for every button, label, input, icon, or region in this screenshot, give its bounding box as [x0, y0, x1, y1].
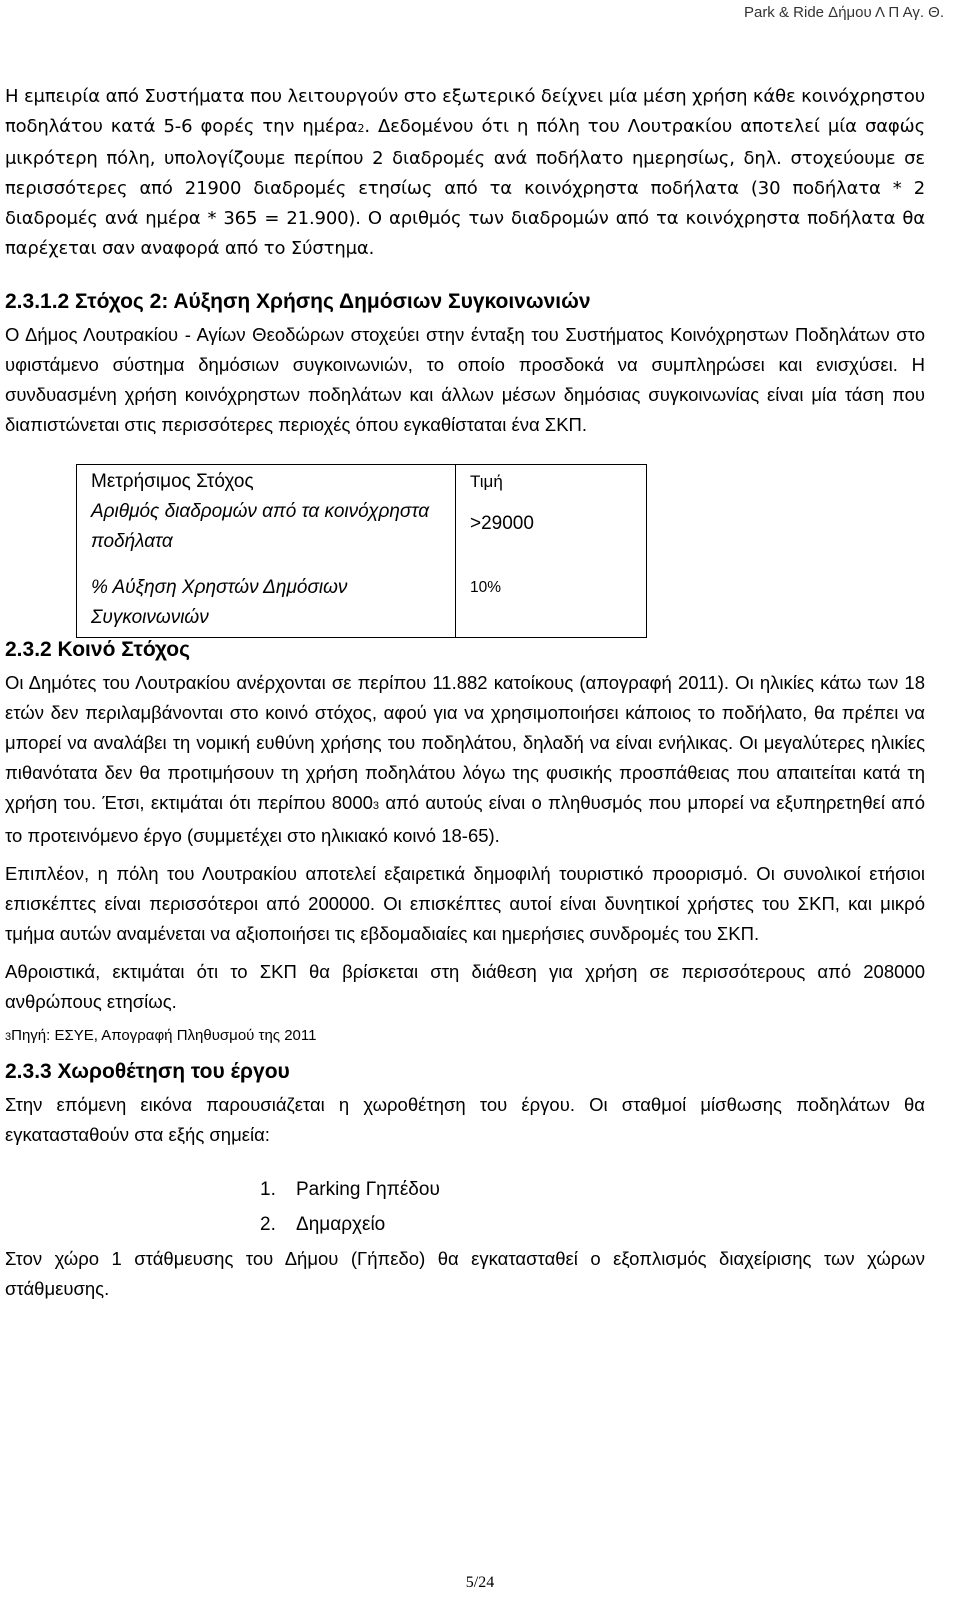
list-item [260, 1207, 925, 1242]
section-heading-2312: 2.3.1.2 Στόχος 2: Αύξηση Χρήσης Δημόσιων Συγκοινωνιών [5, 290, 591, 313]
running-header: Park & Ride Δήμου Λ Π Αγ. Θ. [743, 4, 944, 21]
list-item [260, 1172, 925, 1207]
table-cell-target: % Αύξηση Χρηστών Δημόσιων Συγκοινωνιών [77, 573, 456, 637]
table-header-row [77, 465, 646, 497]
footnote-number: 3 [5, 1031, 12, 1043]
metrics-table [76, 464, 647, 638]
station-list [260, 1172, 925, 1242]
section-233-closing: Στον χώρο 1 στάθμευσης του Δήμου (Γήπεδο) θα εγκατασταθεί ο εξοπλισμός διαχείρισης των χώρων στάθμευσης. [5, 1248, 925, 1299]
table-cell-value: >29000 [470, 513, 534, 534]
intro-text-a: Η εμπειρία από Συστήματα που λειτουργούν στο εξωτερικό δείχνει μία μέση χρήση κάθε κοινόχρηστου ποδηλάτου κατά 5-6 φορές την ημέρα [5, 86, 925, 137]
section-232-para3: Αθροιστικά, εκτιμάται ότι το ΣΚΠ θα βρίσκεται στη διάθεση για χρήση σε περισσότερους από 208000 ανθρώπους ετησίως. [5, 961, 925, 1012]
table-header-value: Τιμή [470, 472, 503, 491]
intro-paragraph [5, 82, 925, 264]
section-232-para2: Επιπλέον, η πόλη του Λουτρακίου αποτελεί εξαιρετικά δημοφιλή τουριστικό προορισμό. Οι συνολικοί ετήσιοι επισκέπτες είναι περισσότεροι από 200000. Οι επισκέπτες αυτοί είναι δυνητικοί χρήστες του ΣΚΠ, και μικρό τμήμα αυτών αναμένεται να αξιοποιήσει τις εβδομαδιαίες και ημερήσιες συνδρομές του ΣΚΠ. [5, 863, 925, 944]
table-row [77, 497, 646, 573]
list-label: Δημαρχείο [296, 1214, 386, 1235]
footnote-ref-3: 3 [372, 800, 380, 812]
table-header-target: Μετρήσιμος Στόχος [77, 465, 456, 497]
para1-text-b: από αυτούς είναι ο πληθυσμός που μπορεί να εξυπηρετηθεί από το προτεινόμενο έργο (συμμετέχει στο ηλικιακό κοινό 18-65). [5, 792, 925, 846]
page-number: 5/24 [465, 1574, 495, 1591]
page-content [5, 82, 925, 1304]
intro-text-b: . Δεδομένου ότι η πόλη του Λουτρακίου αποτελεί μία σαφώς μικρότερη πόλη, υπολογίζουμε περίπου 2 διαδρομές ανά ποδήλατο ημερησίως, δηλ. στοχεύουμε σε περισσότερες από 21900 διαδρομές ετησίως από τα κοινόχρηστα ποδήλατα (30 ποδήλατα * 2 διαδρομές ανά ημέρα * 365 = 21.900). Ο αριθμός των διαδρομών από τα κοινόχρηστα ποδήλατα θα παρέχεται σαν αναφορά από το Σύστημα. [5, 116, 925, 259]
list-label: Parking Γηπέδου [296, 1179, 440, 1200]
section-heading-232: 2.3.2 Κοινό Στόχος [5, 638, 190, 661]
list-number: 2. [260, 1214, 276, 1235]
table-cell-target: Αριθμός διαδρομών από τα κοινόχρηστα ποδήλατα [77, 497, 456, 573]
footnote-text: Πηγή: ΕΣΥΕ, Απογραφή Πληθυσμού της 2011 [11, 1027, 317, 1044]
section-233-intro: Στην επόμενη εικόνα παρουσιάζεται η χωροθέτηση του έργου. Οι σταθμοί μίσθωσης ποδηλάτων θα εγκατασταθούν στα εξής σημεία: [5, 1094, 925, 1145]
table-row [77, 573, 646, 637]
para1-text-a: Οι Δημότες του Λουτρακίου ανέρχονται σε περίπου 11.882 κατοίκους (απογραφή 2011). Οι ηλικίες κάτω των 18 ετών δεν περιλαμβάνονται στο κοινό στόχος, αφού για να χρησιμοποιήσει κάποιος το ποδήλατο, θα πρέπει να μπορεί να αναλάβει τη νομική ευθύνη χρήσης του ποδηλάτου, δηλαδή να είναι ενήλικας. Οι μεγαλύτερες ηλικίες πιθανότατα δεν θα προτιμήσουν τη χρήση ποδηλάτου λόγω της φυσικής προσπάθειας που απαιτείται κατά τη χρήση του. Έτσι, εκτιμάται ότι περίπου 8000 [5, 672, 925, 813]
list-number: 1. [260, 1179, 276, 1200]
section-232-para1 [5, 668, 925, 851]
footnote [5, 1023, 925, 1050]
section-2312-body: Ο Δήμος Λουτρακίου - Αγίων Θεοδώρων στοχεύει στην ένταξη του Συστήματος Κοινόχρηστων Ποδηλάτων στο υφιστάμενο σύστημα δημόσιων συγκοινωνιών, το οποίο προσδοκά να συμπληρώσει και ενισχύσει. Η συνδυασμένη χρήση κοινόχρηστων ποδηλάτων και άλλων μέσων δημόσιας συγκοινωνίας είναι μία τάση που διαπιστώνεται στις περισσότερες περιοχές όπου εγκαθίσταται ένα ΣΚΠ. [5, 324, 925, 435]
section-heading-233: 2.3.3 Χωροθέτηση του έργου [5, 1060, 290, 1083]
footnote-ref-2: 2 [357, 122, 365, 135]
table-cell-value: 10% [470, 579, 502, 596]
